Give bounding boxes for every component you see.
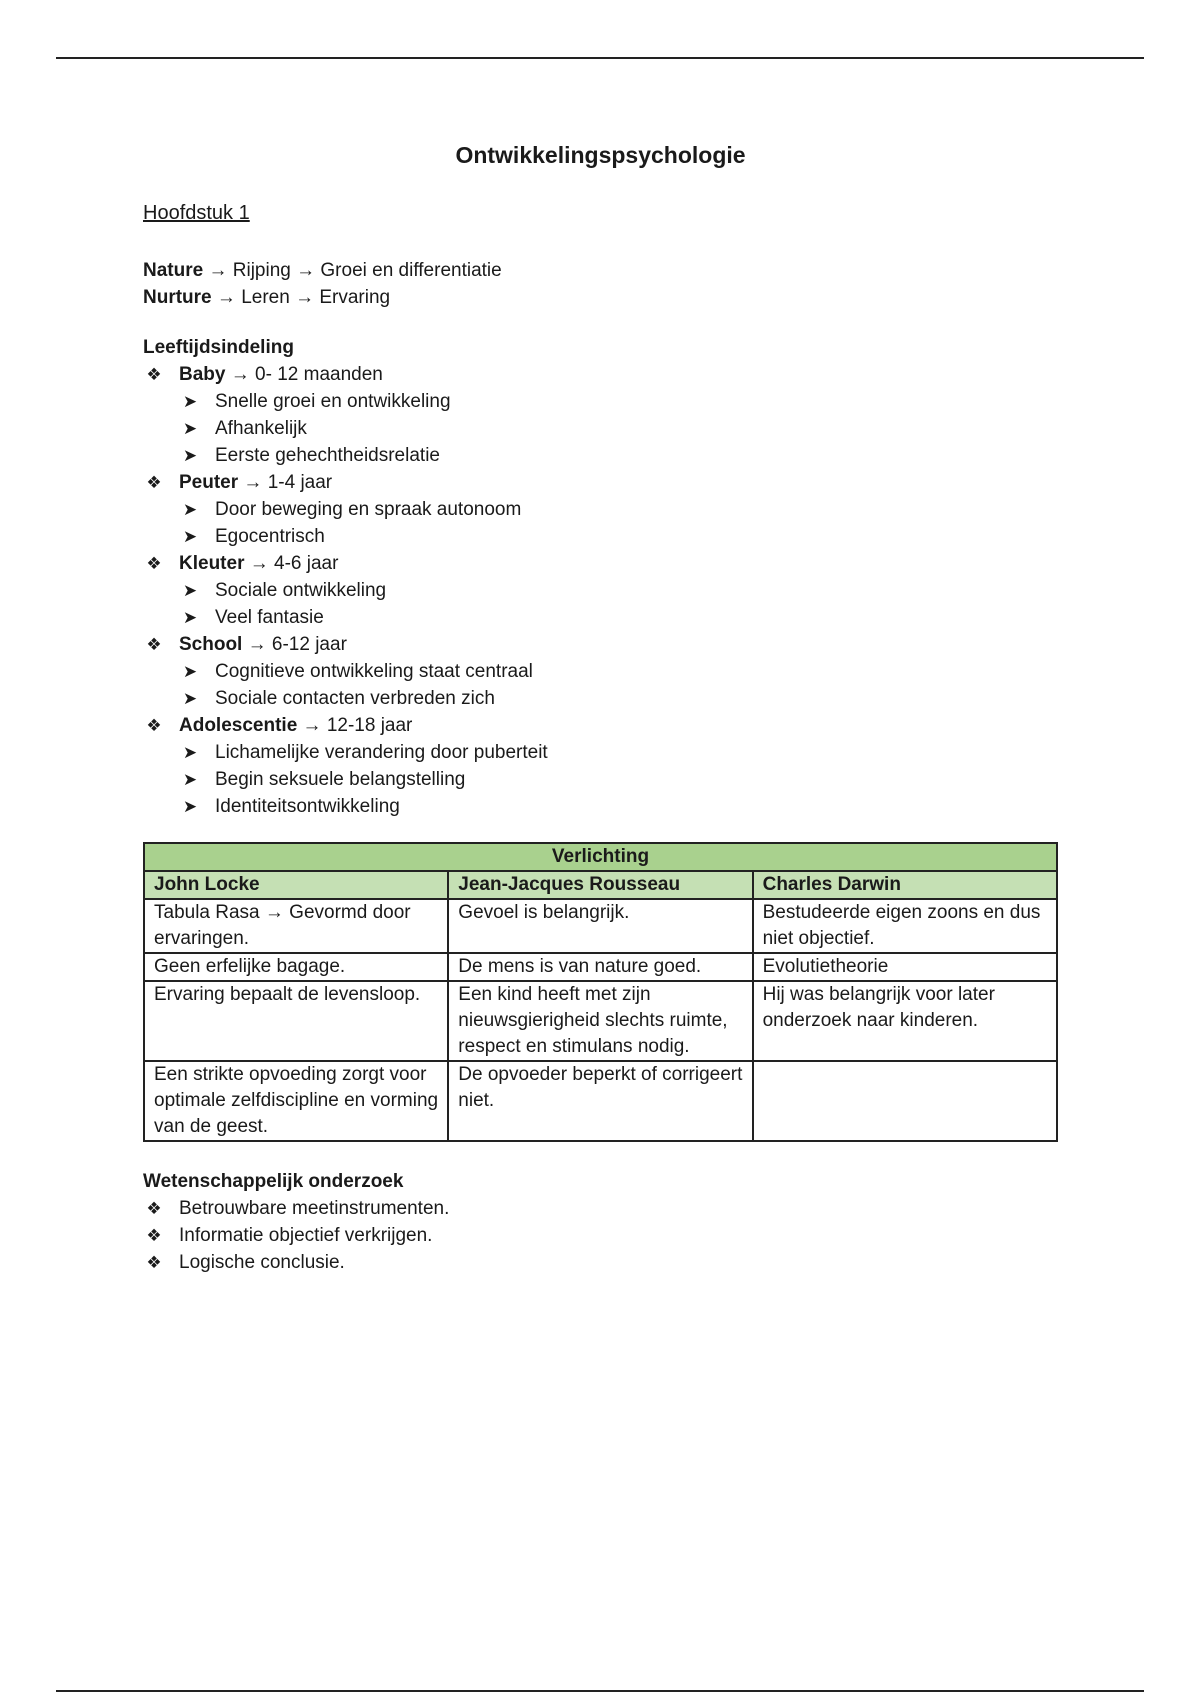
verlichting-table: [143, 842, 1058, 1142]
arrow-right-icon: →: [216, 287, 236, 308]
age-group-sublist: [179, 496, 1058, 550]
age-group-subitem: [179, 739, 1058, 766]
age-group-subitem-text: Veel fantasie: [215, 607, 324, 628]
age-group-item: [143, 469, 1058, 550]
table-cell: Bestudeerde eigen zoons en dus niet objectief.: [753, 899, 1057, 953]
arrowhead-bullet-icon: ➤: [182, 500, 198, 519]
table-header-row: [144, 871, 1057, 899]
table-cell: Hij was belangrijk voor later onderzoek naar kinderen.: [753, 981, 1057, 1061]
diamond-bullet-icon: ❖: [146, 1226, 162, 1245]
age-group-subitem-text: Sociale contacten verbreden zich: [215, 688, 495, 709]
age-group-subitem-text: Begin seksuele belangstelling: [215, 769, 466, 790]
arrow-right-icon: →: [295, 287, 315, 308]
table-cell: Een strikte opvoeding zorgt voor optimale zelfdiscipline en vorming van de geest.: [144, 1061, 448, 1141]
nature-term: Nature: [143, 260, 204, 281]
age-group-subitem-text: Afhankelijk: [215, 418, 307, 439]
arrow-right-icon: →: [208, 260, 228, 281]
age-group-range: 1-4 jaar: [267, 472, 333, 493]
age-group-name: Kleuter: [179, 553, 245, 574]
table-cell: Evolutietheorie: [753, 953, 1057, 981]
age-group-item: [143, 550, 1058, 631]
age-group-subitem-text: Identiteitsontwikkeling: [215, 796, 400, 817]
arrowhead-bullet-icon: ➤: [182, 689, 198, 708]
arrowhead-bullet-icon: ➤: [182, 392, 198, 411]
age-section-heading: Leeftijdsindeling: [143, 337, 294, 358]
table-cell: Geen erfelijke bagage.: [144, 953, 448, 981]
table-row: [144, 953, 1057, 981]
nature-step-1: Rijping: [232, 260, 291, 281]
document-body: [143, 140, 1058, 1276]
age-group-item: [143, 712, 1058, 820]
age-group-subitem: [179, 523, 1058, 550]
bottom-rule: [56, 1690, 1144, 1692]
table-row: [144, 899, 1057, 953]
research-item-text: Betrouwbare meetinstrumenten.: [179, 1198, 450, 1219]
age-group-subitem: [179, 793, 1058, 820]
arrowhead-bullet-icon: ➤: [182, 662, 198, 681]
nurture-term: Nurture: [143, 287, 212, 308]
age-group-subitem-text: Snelle groei en ontwikkeling: [215, 391, 451, 412]
age-group-name: Adolescentie: [179, 715, 298, 736]
table-row: [144, 981, 1057, 1061]
table-column-header: John Locke: [144, 871, 448, 899]
age-group-range: 0- 12 maanden: [255, 364, 383, 385]
arrowhead-bullet-icon: ➤: [182, 581, 198, 600]
age-group-subitem-text: Egocentrisch: [215, 526, 325, 547]
research-section-heading: Wetenschappelijk onderzoek: [143, 1171, 404, 1192]
diamond-bullet-icon: ❖: [146, 716, 162, 735]
table-cell: Gevoel is belangrijk.: [448, 899, 752, 953]
age-group-subitem: [179, 604, 1058, 631]
research-list: [143, 1195, 1058, 1276]
table-cell: [753, 1061, 1057, 1141]
research-item: [143, 1195, 1058, 1222]
age-group-name: School: [179, 634, 243, 655]
nurture-line: [143, 284, 1058, 311]
age-group-subitem-text: Cognitieve ontwikkeling staat centraal: [215, 661, 533, 682]
age-group-subitem-text: Sociale ontwikkeling: [215, 580, 387, 601]
age-group-item: [143, 361, 1058, 469]
document-title: Ontwikkelingspsychologie: [455, 142, 746, 168]
chapter-heading: Hoofdstuk 1: [143, 202, 250, 224]
table-column-header: Jean-Jacques Rousseau: [448, 871, 752, 899]
age-group-subitem-text: Door beweging en spraak autonoom: [215, 499, 522, 520]
diamond-bullet-icon: ❖: [146, 365, 162, 384]
age-group-subitem: [179, 766, 1058, 793]
top-rule: [56, 57, 1144, 59]
research-item: [143, 1249, 1058, 1276]
age-group-subitem: [179, 442, 1058, 469]
diamond-bullet-icon: ❖: [146, 635, 162, 654]
nurture-step-2: Ervaring: [319, 287, 391, 308]
arrow-right-icon: →: [247, 634, 267, 655]
table-cell: Een kind heeft met zijn nieuwsgierigheid slechts ruimte, respect en stimulans nodig.: [448, 981, 752, 1061]
age-group-subitem: [179, 496, 1058, 523]
arrow-right-icon: →: [243, 472, 263, 493]
table-cell: Ervaring bepaalt de levensloop.: [144, 981, 448, 1061]
age-group-item: [143, 631, 1058, 712]
research-item: [143, 1222, 1058, 1249]
arrowhead-bullet-icon: ➤: [182, 797, 198, 816]
age-group-name: Baby: [179, 364, 226, 385]
age-group-subitem: [179, 685, 1058, 712]
age-group-subitem: [179, 577, 1058, 604]
table-cell: De opvoeder beperkt of corrigeert niet.: [448, 1061, 752, 1141]
nature-step-2: Groei en differentiatie: [320, 260, 502, 281]
age-group-range: 12-18 jaar: [326, 715, 413, 736]
arrowhead-bullet-icon: ➤: [182, 743, 198, 762]
age-group-sublist: [179, 577, 1058, 631]
arrowhead-bullet-icon: ➤: [182, 608, 198, 627]
age-group-range: 6-12 jaar: [271, 634, 347, 655]
arrowhead-bullet-icon: ➤: [182, 419, 198, 438]
arrow-right-icon: →: [302, 715, 322, 736]
table-body: [144, 899, 1057, 1141]
age-group-sublist: [179, 388, 1058, 469]
research-item-text: Informatie objectief verkrijgen.: [179, 1225, 433, 1246]
arrowhead-bullet-icon: ➤: [182, 770, 198, 789]
nature-line: [143, 257, 1058, 284]
diamond-bullet-icon: ❖: [146, 473, 162, 492]
table-row: [144, 1061, 1057, 1141]
diamond-bullet-icon: ❖: [146, 1199, 162, 1218]
age-groups-list: [143, 361, 1058, 820]
age-group-subitem: [179, 388, 1058, 415]
age-group-sublist: [179, 658, 1058, 712]
age-group-subitem-text: Lichamelijke verandering door puberteit: [215, 742, 548, 763]
table-caption: Verlichting: [144, 843, 1057, 871]
arrow-right-icon: →: [296, 260, 316, 281]
arrowhead-bullet-icon: ➤: [182, 527, 198, 546]
table-cell: Tabula Rasa → Gevormd door ervaringen.: [144, 899, 448, 953]
diamond-bullet-icon: ❖: [146, 1253, 162, 1272]
arrowhead-bullet-icon: ➤: [182, 446, 198, 465]
research-item-text: Logische conclusie.: [179, 1252, 345, 1273]
table-column-header: Charles Darwin: [753, 871, 1057, 899]
arrow-right-icon: →: [249, 553, 269, 574]
table-cell: De mens is van nature goed.: [448, 953, 752, 981]
age-group-subitem-text: Eerste gehechtheidsrelatie: [215, 445, 440, 466]
age-group-subitem: [179, 415, 1058, 442]
age-group-range: 4-6 jaar: [274, 553, 339, 574]
nurture-step-1: Leren: [241, 287, 290, 308]
age-group-sublist: [179, 739, 1058, 820]
age-group-subitem: [179, 658, 1058, 685]
diamond-bullet-icon: ❖: [146, 554, 162, 573]
age-group-name: Peuter: [179, 472, 239, 493]
arrow-right-icon: →: [230, 364, 250, 385]
